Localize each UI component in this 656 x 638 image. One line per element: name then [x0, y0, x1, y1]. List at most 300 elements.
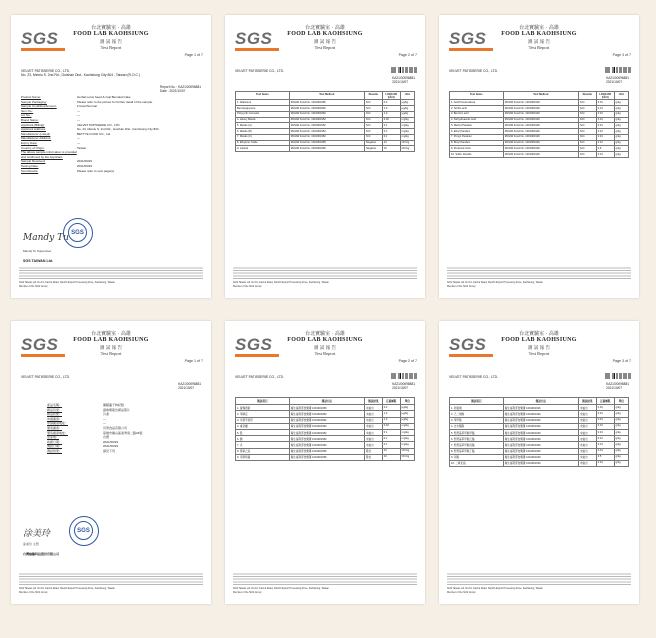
field-label: Sample Packaging:: [21, 99, 47, 104]
report-date: 2021/10/07: [606, 386, 623, 391]
report-page-6: [439, 321, 639, 604]
client-name: VELVET PATISSERIE CO., LTD.: [21, 69, 71, 73]
client-name: VELVET PATISSERIE CO., LTD.: [21, 375, 71, 379]
table-row: [236, 454, 415, 460]
cell-method: MOHW Food No. 1091901926: [503, 129, 578, 135]
signature: 涂美玲: [23, 529, 51, 539]
cell-method: MOHW Food No. 1091901956: [289, 100, 364, 106]
cell-loq: 1.0: [382, 417, 400, 423]
cell-loq: 0.2: [382, 100, 400, 106]
cell-item: 8. 對羥基苯甲酸丁酯: [450, 448, 504, 454]
client-block: [235, 69, 284, 73]
cell-result: N.D.: [364, 123, 382, 129]
field-value: —: [77, 140, 80, 145]
cell-unit: μg/kg: [400, 417, 414, 423]
cell-unit: g/kg: [614, 134, 628, 140]
cell-method: 衛生福利部食藥署 1091901926: [503, 442, 578, 448]
field-label: 測試結果：: [47, 448, 63, 453]
client-block: [449, 69, 498, 73]
cell-loq: 0.01: [596, 123, 614, 129]
page-number: Page 3 of 7: [612, 53, 631, 57]
report-meta: [178, 382, 201, 391]
results-table: [449, 397, 629, 467]
cell-method: MOHW Food No. 1091901952: [289, 134, 364, 140]
page-number: Page 2 of 7: [398, 53, 417, 57]
cell-item: 7. Propyl Paraben: [450, 134, 504, 140]
report-number: KA21/00096881: [606, 76, 629, 80]
cell-method: MOHW Food No. 1091901926: [503, 146, 578, 152]
footer-disclaimer: [233, 573, 417, 585]
barcode: [391, 67, 417, 73]
report-date: 2021/10/07: [169, 89, 186, 94]
report-header: [225, 15, 425, 55]
signatory-name: 涂美玲 主管: [23, 542, 39, 546]
cell-item: 4. Heavy Metals: [236, 117, 290, 123]
cell-item: 7. 汞: [236, 442, 290, 448]
cell-unit: g/kg: [614, 423, 628, 429]
cell-result: N.D.: [364, 100, 382, 106]
field-value: VELVET PATISSERIE CO., LTD.: [77, 122, 121, 127]
report-date: 2021/10/07: [392, 386, 409, 391]
report-title-zh: 測 試 報 告: [313, 346, 337, 351]
cell-method: 衛生福利部食藥署 1091901926: [503, 423, 578, 429]
field-label: 樣品狀態：: [47, 412, 63, 417]
cell-item: Benzo(a)pyrene: [236, 105, 290, 111]
report-header: [439, 321, 639, 361]
footer: [19, 267, 203, 288]
cell-item: 1. 防腐劑: [450, 405, 504, 411]
cell-unit: μg/kg: [400, 105, 414, 111]
sample-fields: [21, 95, 201, 173]
cell-item: 6. Ethyl Paraben: [450, 129, 504, 135]
cell-unit: g/kg: [614, 448, 628, 454]
lab-name-zh: 台北實驗室 · 高雄: [305, 331, 345, 337]
cell-method: 衛生福利部食藥署 1091901952: [289, 436, 364, 442]
cell-unit: mg/kg: [400, 129, 414, 135]
report-page-4: [11, 321, 211, 604]
cell-loq: 0.01: [596, 436, 614, 442]
footer-member: Member of the SGS Group: [447, 285, 476, 288]
field-label: 原產地：: [47, 435, 60, 440]
cell-method: MOHW Food No. 1091901926: [503, 140, 578, 146]
cell-unit: mg/kg: [400, 134, 414, 140]
cell-item: 4. Dehydroacetic acid: [450, 117, 504, 123]
client-block: [21, 375, 70, 379]
cell-result: 未檢出: [364, 442, 382, 448]
client-block: [21, 69, 140, 78]
cell-loq: 0.01: [596, 460, 614, 466]
sgs-logo: SGS: [449, 29, 487, 48]
cell-method: MOHW Food No. 1091901892: [289, 105, 364, 111]
cell-loq: 0.01: [596, 140, 614, 146]
page-number: Page 2 of 7: [398, 359, 417, 363]
cell-item: Polycyclic Aromatic: [236, 111, 290, 117]
report-title-en: Test Report: [528, 351, 550, 356]
cell-loq: 0.01: [596, 111, 614, 117]
cell-loq: 0.1: [382, 436, 400, 442]
footer-address: SGS Taiwan Ltd. No.61, Kai-Fa Road, Nanzih Export Processing Zone, Kaohsiung, Taiwan: [233, 281, 329, 284]
cell-item: 9. Propionic Acid: [450, 146, 504, 152]
report-title-zh: 測 試 報 告: [313, 40, 337, 45]
table-header-row: [236, 398, 415, 405]
sgs-logo: SGS: [21, 29, 59, 48]
field-value: —: [77, 113, 80, 118]
cell-item: 4. 重金屬: [236, 423, 290, 429]
cell-method: MOHW Food No. 1091901926: [503, 111, 578, 117]
report-title-en: Test Report: [314, 351, 336, 356]
cell-unit: CFU/g: [400, 448, 414, 454]
cell-method: 衛生福利部食藥署 1091901926: [503, 417, 578, 423]
report-number: KA21/00096881: [178, 85, 201, 89]
cell-method: MOHW Food No. 1091901952: [289, 117, 364, 123]
cell-method: 衛生福利部食藥署 1091901926: [503, 436, 578, 442]
cell-item: 8. 環氧乙烷: [236, 448, 290, 454]
client-block: [235, 375, 284, 379]
field-value: Frozen/Normal: [77, 104, 97, 109]
sample-fields: [47, 403, 167, 454]
lab-name-en: FOOD LAB KAOHSIUNG: [501, 337, 577, 343]
table-row: [450, 152, 629, 158]
field-value: —: [103, 416, 106, 421]
footer-disclaimer: [19, 267, 203, 279]
field-value: 2021/09/29: [77, 159, 93, 164]
cell-item: 6. 對羥基苯甲酸乙酯: [450, 436, 504, 442]
cell-method: MOHW Food No. 1091901952: [289, 123, 364, 129]
cell-unit: g/kg: [614, 429, 628, 435]
cell-loq: 0.01: [596, 423, 614, 429]
field-value: 2021/09/29: [103, 439, 119, 444]
cell-unit: mg/kg: [400, 117, 414, 123]
cell-method: 衛生福利部食藥署 1091901892: [289, 411, 364, 417]
field-label: Item No.:: [21, 108, 34, 113]
sgs-logo: SGS: [21, 335, 59, 354]
cell-unit: g/kg: [614, 442, 628, 448]
cell-loq: 1.0: [382, 411, 400, 417]
column-header: 定量極限: [596, 398, 614, 405]
cell-loq: 10: [382, 140, 400, 146]
cell-item: 9. Listeria: [236, 146, 290, 152]
report-page-1: [11, 15, 211, 298]
field-label: Manufacturer (Listed):: [21, 131, 51, 136]
column-header: Test Items: [236, 92, 290, 100]
lab-name-en: FOOD LAB KAOHSIUNG: [287, 337, 363, 343]
results-table: [235, 397, 415, 461]
footer-disclaimer: [19, 573, 203, 585]
table-row: [236, 146, 415, 152]
cell-unit: g/kg: [614, 436, 628, 442]
report-title-zh: 測 試 報 告: [99, 346, 123, 351]
signature: Mandy Tu: [23, 233, 69, 243]
footer-member: Member of the SGS Group: [19, 591, 48, 594]
lab-name-en: FOOD LAB KAOHSIUNG: [73, 337, 149, 343]
seal-text: SGS: [68, 223, 87, 242]
field-value: Herbal Lotus Seed & Goji Blended Cake: [77, 95, 131, 99]
cell-item: 1. Acid Preservatives: [450, 100, 504, 106]
cell-unit: mg/kg: [400, 429, 414, 435]
column-header: 測試結果: [364, 398, 382, 405]
client-name: VELVET PATISSERIE CO., LTD.: [449, 375, 499, 379]
cell-result: 未檢出: [364, 436, 382, 442]
cell-result: N.D.: [364, 129, 382, 135]
barcode: [605, 67, 631, 73]
cell-item: 3. 苯甲酸: [450, 417, 504, 423]
column-header: 單位: [400, 398, 414, 405]
report-header: [439, 15, 639, 55]
cell-item: 5. 鉛: [236, 429, 290, 435]
footer-member: Member of the SGS Group: [447, 591, 476, 594]
cell-unit: μg/kg: [400, 411, 414, 417]
lab-name-zh: 台北實驗室 · 高雄: [305, 25, 345, 31]
cell-item: 3. Benzoic acid: [450, 111, 504, 117]
field-label: Applicant (Billing):: [21, 122, 46, 127]
cell-result: N.D.: [364, 117, 382, 123]
field-value: 台灣: [103, 435, 110, 440]
column-header: 測試項目: [236, 398, 290, 405]
cell-item: 5. Metals (A): [236, 123, 290, 129]
cell-result: 未檢出: [578, 442, 596, 448]
field-label: The above sample information is provided and confirmed by the Applicant.: [21, 150, 77, 159]
field-row: [47, 449, 167, 454]
field-value: Taiwan: [77, 145, 87, 150]
cell-method: MOHW Food No. 1091901926: [503, 117, 578, 123]
table-row: [450, 460, 629, 466]
report-number: KA21/00096881: [606, 382, 629, 386]
field-label: Testing Date:: [21, 163, 39, 168]
field-label: 申請廠商：: [47, 416, 63, 421]
field-label: Brand Name:: [21, 117, 39, 122]
cell-item: 5. 對羥基苯甲酸甲酯: [450, 429, 504, 435]
cell-loq: 0.01: [596, 448, 614, 454]
field-value: 藥膳蓮子枸杞糕: [103, 403, 125, 407]
page-number: Page 3 of 7: [612, 359, 631, 363]
cell-unit: g/kg: [614, 411, 628, 417]
cell-item: 10. Sulfur Dioxide: [450, 152, 504, 158]
cell-method: 衛生福利部食藥署 1091901926: [503, 454, 578, 460]
cell-method: 衛生福利部食藥署 1091901926: [503, 429, 578, 435]
column-header: 測試結果: [578, 398, 596, 405]
lab-name-zh: 台北實驗室 · 高雄: [91, 25, 131, 31]
field-value: —: [77, 108, 80, 113]
footer-disclaimer: [233, 267, 417, 279]
field-label: Country of Origin:: [21, 145, 45, 150]
cell-loq: 0.01: [596, 442, 614, 448]
lab-name-en: FOOD LAB KAOHSIUNG: [73, 31, 149, 37]
field-value: [77, 150, 201, 159]
field-label: Test Results:: [21, 168, 39, 173]
cell-unit: g/kg: [614, 417, 628, 423]
cell-method: MOHW Food No. 1091901892: [289, 111, 364, 117]
cell-item: 7. 對羥基苯甲酸丙酯: [450, 442, 504, 448]
report-date: 2021/10/07: [178, 386, 195, 391]
field-value: 貝蒂食品有限公司: [103, 425, 128, 430]
report-title-en: Test Report: [528, 45, 550, 50]
cell-loq: 0.01: [596, 411, 614, 417]
cell-method: MOHW Food No. 1091901926: [503, 134, 578, 140]
report-meta: Report No. : KA21/00096881 Date : 2021/10/07: [160, 85, 201, 94]
cell-method: 衛生福利部食藥署 1091901956: [289, 405, 364, 411]
report-date: 2021/10/07: [392, 80, 409, 85]
footer-disclaimer: [447, 267, 631, 279]
results-table: [235, 91, 415, 152]
footer-member: Member of the SGS Group: [233, 285, 262, 288]
field-value: 高雄市龜山區美秀南二路23號: [103, 430, 143, 435]
cell-result: 陰性: [364, 448, 382, 454]
cell-loq: 0.01: [596, 429, 614, 435]
column-header: Unit: [614, 92, 628, 100]
sgs-seal: [63, 218, 93, 248]
footer-address: SGS Taiwan Ltd. No.61, Kai-Fa Road, Nanzih Export Processing Zone, Kaohsiung, Taiwan: [233, 587, 329, 590]
cell-result: N.D.: [578, 140, 596, 146]
cell-result: N.D.: [578, 111, 596, 117]
cell-result: N.D.: [364, 105, 382, 111]
cell-loq: 0.01: [596, 129, 614, 135]
cell-result: N.D.: [578, 123, 596, 129]
column-header: Results: [578, 92, 596, 100]
cell-item: 1. 黃麴毒素: [236, 405, 290, 411]
sgs-seal: [69, 516, 99, 546]
cell-result: 未檢出: [578, 417, 596, 423]
report-meta: [392, 382, 415, 391]
footer: [447, 573, 631, 594]
cell-result: 未檢出: [578, 436, 596, 442]
column-header: Test Method: [503, 92, 578, 100]
field-value: 請見下頁: [103, 448, 116, 453]
report-meta: [606, 382, 629, 391]
cell-item: 6. 鎘: [236, 436, 290, 442]
cell-unit: g/kg: [614, 111, 628, 117]
report-header: [225, 321, 425, 361]
report-header: [11, 15, 211, 55]
lab-name-zh: 台北實驗室 · 高雄: [519, 25, 559, 31]
cell-result: 未檢出: [578, 460, 596, 466]
field-label: Sample Condition/Amount:: [21, 104, 57, 109]
field-value: 請參閱報告樣品照片: [103, 407, 131, 412]
cell-method: MOHW Food No. 1091901926: [503, 152, 578, 158]
field-label: Sample Received:: [21, 159, 46, 164]
field-value: —: [103, 421, 106, 426]
field-value: 冷凍: [103, 412, 110, 417]
cell-item: 4. 去水醋酸: [450, 423, 504, 429]
cell-result: N.D.: [578, 105, 596, 111]
page-number: Page 1 of 7: [184, 359, 203, 363]
client-name: VELVET PATISSERIE CO., LTD.: [449, 69, 499, 73]
lab-name-zh: 台北實驗室 · 高雄: [91, 331, 131, 337]
cell-result: Negative: [364, 146, 382, 152]
column-header: Results: [364, 92, 382, 100]
field-value: Please refer to the picture for further detail of the sample.: [77, 99, 153, 104]
report-title-en: Test Report: [100, 45, 122, 50]
report-title-zh: 測 試 報 告: [99, 40, 123, 45]
cell-item: 2. 己二烯酸: [450, 411, 504, 417]
cell-result: 未檢出: [578, 423, 596, 429]
footer: [233, 267, 417, 288]
client-name: VELVET PATISSERIE CO., LTD.: [235, 375, 285, 379]
cell-method: 衛生福利部食藥署 1091901926: [503, 448, 578, 454]
seal-text: SGS: [74, 521, 93, 540]
field-row: [21, 150, 201, 159]
field-label: Manufacturer Address:: [21, 136, 52, 141]
signatory-company: SGS TAIWAN Ltd.: [23, 259, 54, 263]
cell-item: 6. Metals (B): [236, 129, 290, 135]
cell-item: 9. 李斯特菌: [236, 454, 290, 460]
sgs-logo: SGS: [235, 335, 273, 354]
footer-address: SGS Taiwan Ltd. No.61, Kai-Fa Road, Nanzih Export Processing Zone, Kaohsiung, Taiwan: [19, 281, 115, 284]
column-header: LOQ/LOD (Unit): [596, 92, 614, 100]
field-label: 樣品包裝：: [47, 407, 63, 412]
column-header: 測試項目: [450, 398, 504, 405]
footer-member: Member of the SGS Group: [19, 285, 48, 288]
cell-unit: g/kg: [614, 105, 628, 111]
footer: [19, 573, 203, 594]
cell-unit: g/kg: [614, 100, 628, 106]
cell-loq: 0.1: [382, 429, 400, 435]
field-row: [21, 169, 201, 174]
table-header-row: [450, 398, 629, 405]
cell-method: MOHW Food No. 1091901965: [289, 140, 364, 146]
cell-method: 衛生福利部食藥署 1091901965: [289, 448, 364, 454]
cell-method: 衛生福利部食藥署 1091901926: [503, 405, 578, 411]
cell-loq: 10: [382, 448, 400, 454]
cell-loq: 0.1: [382, 442, 400, 448]
footer: [233, 573, 417, 594]
cell-result: N.D.: [578, 129, 596, 135]
client-name: VELVET PATISSERIE CO., LTD.: [235, 69, 285, 73]
cell-loq: 0.01: [596, 117, 614, 123]
field-label: Applicant Address:: [21, 127, 46, 132]
cell-unit: g/kg: [614, 152, 628, 158]
footer-disclaimer: [447, 573, 631, 585]
sgs-logo: SGS: [449, 335, 487, 354]
cell-result: N.D.: [578, 134, 596, 140]
cell-unit: g/kg: [614, 123, 628, 129]
cell-method: MOHW Food No. 1091901926: [503, 123, 578, 129]
cell-result: N.D.: [578, 117, 596, 123]
field-label: 測試日期：: [47, 444, 63, 449]
cell-method: 衛生福利部食藥署 1091901952: [289, 429, 364, 435]
cell-unit: mg/kg: [400, 442, 414, 448]
column-header: Test Method: [289, 92, 364, 100]
field-value: No. 23, Meixiu S. 2nd Rd., Guishan Dist., Kaohsiung City 804: [77, 127, 159, 132]
report-date: 2021/10/07: [606, 80, 623, 85]
report-number: KA21/00096881: [178, 382, 201, 386]
report-number: KA21/00096881: [392, 76, 415, 80]
cell-result: N.D.: [578, 100, 596, 106]
field-value: —: [77, 117, 80, 122]
client-address: No. 23, Meixiu S. 2nd Rd., Guishan Dist., Kaohsiung City 804 , Taiwan (R.O.C.): [21, 73, 141, 78]
column-header: 單位: [614, 398, 628, 405]
column-header: Unit: [400, 92, 414, 100]
report-page-3: [439, 15, 639, 298]
cell-item: 8. Butyl Paraben: [450, 140, 504, 146]
cell-unit: μg/kg: [400, 405, 414, 411]
signatory-company: 台灣檢驗科技股份有限公司: [23, 552, 60, 556]
cell-loq: 0.02: [382, 423, 400, 429]
cell-item: 1. Aflatoxins: [236, 100, 290, 106]
field-label: 製造廠商：: [47, 425, 63, 430]
cell-item: 10. 二氧化硫: [450, 460, 504, 466]
cell-method: 衛生福利部食藥署 1091901952: [289, 442, 364, 448]
cell-loq: 0.5: [596, 146, 614, 152]
cell-result: 陰性: [364, 454, 382, 460]
signatory-name: Mandy Tu Supervisor: [23, 249, 52, 253]
cell-item: 3. 多環芳香烴: [236, 417, 290, 423]
cell-loq: 1.0: [382, 111, 400, 117]
column-header: 測試方法: [289, 398, 364, 405]
cell-unit: μg/kg: [400, 111, 414, 117]
footer-member: Member of the SGS Group: [233, 591, 262, 594]
cell-result: 未檢出: [364, 405, 382, 411]
cell-unit: g/kg: [614, 460, 628, 466]
